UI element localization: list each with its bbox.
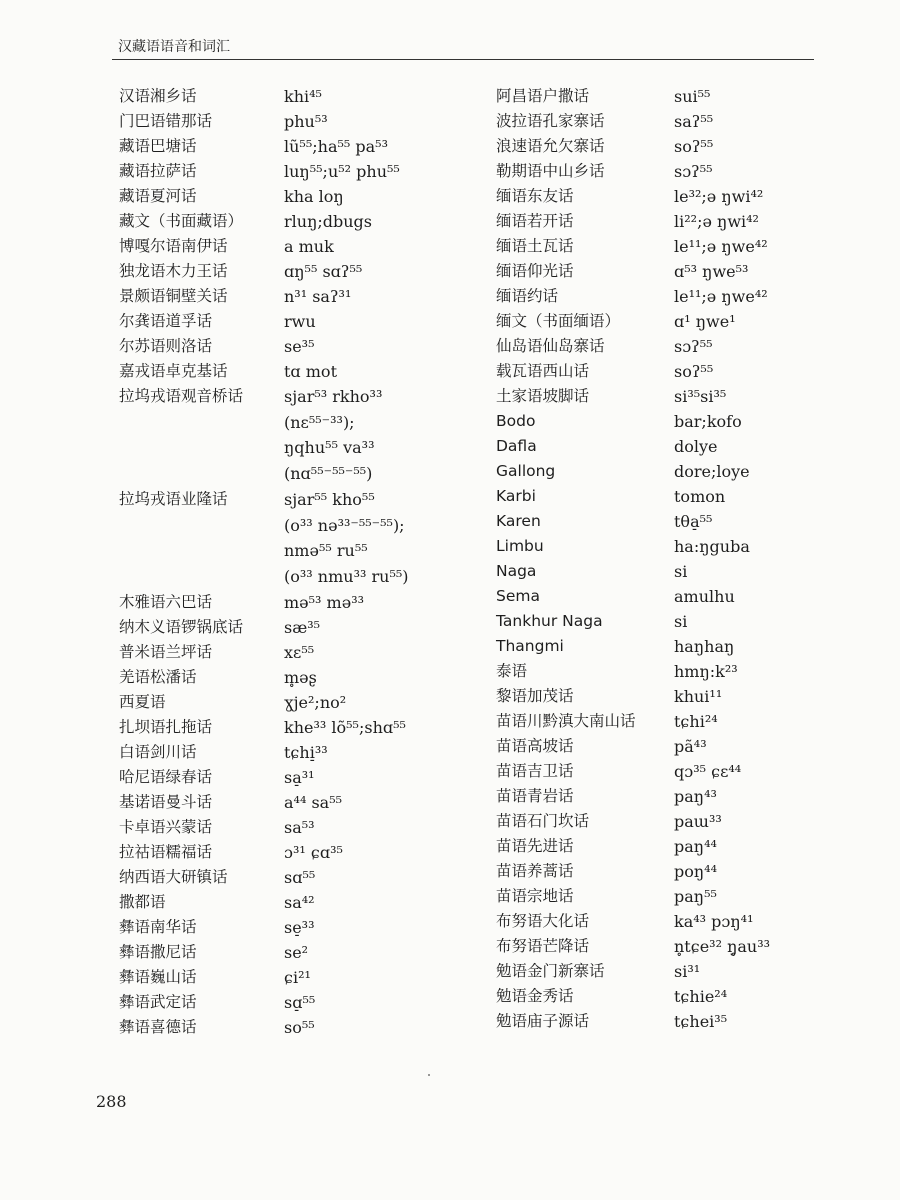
language-name: 藏语巴塘话 xyxy=(119,137,197,155)
language-name: 苗语高坡话 xyxy=(496,737,574,755)
word-form-line: lũ⁵⁵;ha⁵⁵ pa⁵³ xyxy=(284,137,389,156)
word-form xyxy=(284,915,484,941)
word-form-line: soʔ⁵⁵ xyxy=(674,137,714,156)
word-form xyxy=(674,284,854,310)
word-form xyxy=(674,109,854,135)
language-name: 景颇语铜壁关话 xyxy=(119,287,228,305)
word-form xyxy=(674,859,854,885)
entry-row xyxy=(104,890,484,915)
left-column xyxy=(104,84,484,1040)
language-name: 缅语仰光话 xyxy=(496,262,574,280)
language-name: 拉祜语糯福话 xyxy=(119,842,213,861)
entry-row xyxy=(496,784,854,809)
language-name: 勒期语中山乡话 xyxy=(496,162,605,180)
entry-row xyxy=(496,84,854,109)
word-form xyxy=(674,559,854,585)
entry-row xyxy=(496,109,854,134)
entry-row xyxy=(496,759,854,784)
language-name: 羌语松潘话 xyxy=(119,667,197,686)
word-form xyxy=(674,834,854,860)
word-form xyxy=(674,684,854,710)
word-form xyxy=(674,384,854,410)
word-form xyxy=(674,309,854,335)
word-form xyxy=(284,740,484,766)
word-form xyxy=(284,940,484,966)
entry-row xyxy=(496,209,854,234)
word-form-line: ɔ³¹ ɕɑ³⁵ xyxy=(284,842,343,862)
word-form xyxy=(284,487,484,590)
language-name: 波拉语孔家寨话 xyxy=(496,112,605,130)
word-form-line: sjar⁵⁵ kho⁵⁵ xyxy=(284,489,375,509)
entry-row xyxy=(496,484,854,509)
entry-row xyxy=(496,934,854,959)
language-name: 拉坞戎语业隆话 xyxy=(119,489,228,508)
language-name: 载瓦语西山话 xyxy=(496,362,590,380)
word-form-line: soʔ⁵⁵ xyxy=(674,362,714,381)
language-name: 西夏语 xyxy=(119,692,166,711)
language-name: 缅语东友话 xyxy=(496,187,574,205)
entry-row xyxy=(104,865,484,890)
word-form-line: tɕhi²⁴ xyxy=(674,712,718,731)
word-form xyxy=(284,359,484,385)
word-form-line: mə⁵³ mə³³ xyxy=(284,592,365,612)
word-form-line: phu⁵³ xyxy=(284,112,328,131)
entry-row xyxy=(496,809,854,834)
language-name: 苗语宗地话 xyxy=(496,887,574,905)
word-form-line: sæ³⁵ xyxy=(284,617,321,637)
word-form xyxy=(674,1009,854,1035)
entry-row xyxy=(496,859,854,884)
entry-row xyxy=(496,284,854,309)
word-form-line: tθa̠⁵⁵ xyxy=(674,512,713,531)
language-name: 哈尼语绿春话 xyxy=(119,767,213,786)
word-form-line: paŋ⁴³ xyxy=(674,787,717,806)
word-form xyxy=(674,534,854,560)
entry-row xyxy=(496,1009,854,1034)
word-form xyxy=(674,734,854,760)
word-form xyxy=(674,209,854,235)
language-name: 纳木义语锣锅底话 xyxy=(119,617,244,636)
language-name: 木雅语六巴话 xyxy=(119,592,213,611)
language-name: 土家语坡脚话 xyxy=(496,387,590,405)
entry-row xyxy=(104,840,484,865)
word-form xyxy=(674,259,854,285)
word-form-line: saʔ⁵⁵ xyxy=(674,112,714,131)
word-form xyxy=(284,640,484,666)
word-form-line: sjar⁵³ rkho³³ xyxy=(284,387,383,406)
word-form-line: (nɑ⁵⁵⁻⁵⁵⁻⁵⁵) xyxy=(284,464,373,484)
entry-row xyxy=(104,334,484,359)
entry-row xyxy=(496,584,854,609)
word-form-line: ɣje²;no² xyxy=(284,692,347,712)
language-name: 勉语金秀话 xyxy=(496,987,574,1005)
word-form xyxy=(674,434,854,460)
word-form-line: ɑ⁵³ ŋwe⁵³ xyxy=(674,262,749,281)
language-name: 苗语养蒿话 xyxy=(496,862,574,880)
language-name: 独龙语木力王话 xyxy=(119,262,228,280)
word-form-line: si xyxy=(674,612,688,631)
entry-row xyxy=(496,634,854,659)
word-form xyxy=(674,359,854,385)
word-form-line: kha loŋ xyxy=(284,187,344,206)
language-name: Dafla xyxy=(496,437,537,455)
word-form xyxy=(284,965,484,991)
entry-row xyxy=(496,434,854,459)
language-name: 布努语芒降话 xyxy=(496,937,590,955)
word-form-line: sɑ̠⁵⁵ xyxy=(284,992,316,1012)
entry-row xyxy=(496,134,854,159)
language-name: Naga xyxy=(496,562,537,580)
language-name: 彝语巍山话 xyxy=(119,967,197,986)
word-form xyxy=(284,790,484,816)
language-name: 苗语先进话 xyxy=(496,837,574,855)
entry-row xyxy=(104,259,484,284)
word-form-line: (o³³ nmu³³ ru⁵⁵) xyxy=(284,566,409,586)
entry-row xyxy=(496,159,854,184)
word-form-line: a muk xyxy=(284,237,334,256)
entry-row xyxy=(104,309,484,334)
word-form xyxy=(674,784,854,810)
word-form xyxy=(284,590,484,616)
word-form-line: paŋ⁴⁴ xyxy=(674,837,717,856)
word-form-line: tɕhei³⁵ xyxy=(674,1012,728,1031)
word-form xyxy=(284,284,484,310)
word-form xyxy=(284,690,484,716)
word-form-line: ŋqhu⁵⁵ va³³ xyxy=(284,438,375,458)
word-form-line: amulhu xyxy=(674,587,735,606)
word-form xyxy=(674,184,854,210)
language-name: 白语剑川话 xyxy=(119,742,197,761)
word-form xyxy=(284,865,484,891)
word-form-line: luŋ⁵⁵;u⁵² phu⁵⁵ xyxy=(284,162,400,181)
entry-row xyxy=(496,959,854,984)
entry-row xyxy=(104,590,484,615)
word-form-line: pã⁴³ xyxy=(674,737,707,756)
word-form-line: le¹¹;ə ŋwe⁴² xyxy=(674,237,768,256)
language-name: 藏语夏河话 xyxy=(119,187,197,205)
language-name: Thangmi xyxy=(496,637,564,655)
entry-row xyxy=(104,640,484,665)
language-name: 彝语南华话 xyxy=(119,917,197,936)
word-form-line: ka⁴³ pɔŋ⁴¹ xyxy=(674,912,754,931)
word-form xyxy=(674,334,854,360)
word-form xyxy=(674,884,854,910)
word-form-line: ɑŋ⁵⁵ sɑʔ⁵⁵ xyxy=(284,262,363,281)
word-form xyxy=(674,234,854,260)
word-form-line: hmŋ:k²³ xyxy=(674,662,738,681)
entry-row xyxy=(496,509,854,534)
word-form-line: sa̠³¹ xyxy=(284,767,315,787)
language-name: 阿昌语户撒话 xyxy=(496,87,590,105)
language-name: 彝语撒尼话 xyxy=(119,942,197,961)
entry-row xyxy=(496,359,854,384)
language-name: 勉语庙子源话 xyxy=(496,1012,590,1030)
language-name: 布努语大化话 xyxy=(496,912,590,930)
language-name: Karbi xyxy=(496,487,536,505)
language-name: 尔龚语道孚话 xyxy=(119,312,213,330)
word-form-line: rluŋ;dbugs xyxy=(284,212,373,231)
right-column xyxy=(496,84,854,1034)
word-form xyxy=(674,909,854,935)
language-name: 苗语石门坎话 xyxy=(496,812,590,830)
entry-row xyxy=(496,459,854,484)
entry-row xyxy=(104,765,484,790)
word-form xyxy=(674,809,854,835)
word-form xyxy=(284,615,484,641)
word-form-line: rwu xyxy=(284,312,316,331)
entry-row xyxy=(104,84,484,109)
language-name: 彝语喜德话 xyxy=(119,1017,197,1036)
word-form xyxy=(284,159,484,185)
language-name: 勉语金门新寨话 xyxy=(496,962,605,980)
word-form-line: haŋhaŋ xyxy=(674,637,735,656)
word-form xyxy=(674,609,854,635)
word-form-line: si³¹ xyxy=(674,962,701,981)
word-form xyxy=(674,934,854,960)
entry-row xyxy=(104,690,484,715)
word-form-line: sɔʔ⁵⁵ xyxy=(674,337,713,356)
word-form xyxy=(674,584,854,610)
entry-row xyxy=(496,334,854,359)
word-form-line: tɕhi̠³³ xyxy=(284,742,328,762)
language-name: 拉坞戎语观音桥话 xyxy=(119,387,244,405)
word-form-line: bar;kofo xyxy=(674,412,742,431)
word-form-line: khe³³ lõ⁵⁵;shɑ⁵⁵ xyxy=(284,717,406,737)
language-name: 撒都语 xyxy=(119,892,166,911)
word-form-line: ha:ŋguba xyxy=(674,537,750,556)
entry-row xyxy=(104,940,484,965)
language-name: 基诺语曼斗话 xyxy=(119,792,213,811)
word-form-line: se̠³³ xyxy=(284,917,315,937)
language-name: 缅语土瓦话 xyxy=(496,237,574,255)
entry-row xyxy=(104,1015,484,1040)
language-name: Sema xyxy=(496,587,540,605)
word-form-line: a⁴⁴ sa⁵⁵ xyxy=(284,792,343,812)
word-form xyxy=(674,484,854,510)
word-form xyxy=(284,815,484,841)
word-form xyxy=(284,309,484,335)
entry-row xyxy=(104,234,484,259)
entry-row xyxy=(496,234,854,259)
word-form-line: se² xyxy=(284,942,309,962)
language-name: 纳西语大研镇话 xyxy=(119,867,228,886)
word-form xyxy=(284,209,484,235)
language-name: 卡卓语兴蒙话 xyxy=(119,817,213,836)
word-form-line: si³⁵si³⁵ xyxy=(674,387,727,406)
word-form xyxy=(284,234,484,260)
language-name: 藏文（书面藏语） xyxy=(119,212,244,230)
word-form-line: m̥əʂ xyxy=(284,667,317,687)
word-form xyxy=(284,890,484,916)
language-name: Gallong xyxy=(496,462,556,480)
word-form-line: sɔʔ⁵⁵ xyxy=(674,162,713,181)
word-form-line: sui⁵⁵ xyxy=(674,87,711,106)
word-form xyxy=(284,259,484,285)
word-form xyxy=(674,409,854,435)
entry-row xyxy=(104,284,484,309)
entry-row xyxy=(496,684,854,709)
word-form xyxy=(284,715,484,741)
word-form xyxy=(284,334,484,360)
language-name: 藏语拉萨话 xyxy=(119,162,197,180)
entry-row xyxy=(104,487,484,590)
word-form-line: nmə⁵⁵ ru⁵⁵ xyxy=(284,541,368,561)
entry-row xyxy=(104,965,484,990)
word-form-line: si xyxy=(674,562,688,581)
word-form xyxy=(674,159,854,185)
language-name: 苗语川黔滇大南山话 xyxy=(496,712,636,730)
word-form-line: dore;loye xyxy=(674,462,750,481)
word-form-line: (o³³ nə³³⁻⁵⁵⁻⁵⁵); xyxy=(284,515,405,535)
word-form-line: n³¹ saʔ³¹ xyxy=(284,287,352,306)
entry-row xyxy=(104,815,484,840)
entry-row xyxy=(496,909,854,934)
entry-row xyxy=(104,990,484,1015)
entry-row xyxy=(496,984,854,1009)
word-form xyxy=(674,634,854,660)
word-form xyxy=(674,659,854,685)
language-name: 门巴语错那话 xyxy=(119,112,213,130)
entry-row xyxy=(496,309,854,334)
entry-row xyxy=(496,709,854,734)
language-name: 苗语青岩话 xyxy=(496,787,574,805)
language-name: 缅语若开话 xyxy=(496,212,574,230)
entry-row xyxy=(496,534,854,559)
entry-row xyxy=(496,659,854,684)
language-name: 仙岛语仙岛寨话 xyxy=(496,337,605,355)
word-form-line: n̥tɕe³² ŋ̥au³³ xyxy=(674,937,771,956)
word-form-line: se³⁵ xyxy=(284,337,315,356)
entry-row xyxy=(104,359,484,384)
entry-row xyxy=(496,834,854,859)
entry-row xyxy=(496,184,854,209)
entry-row xyxy=(104,740,484,765)
word-form-line: tɕhie²⁴ xyxy=(674,987,728,1006)
word-form-line: qɔ³⁵ ɕɛ⁴⁴ xyxy=(674,762,742,781)
entry-row xyxy=(104,134,484,159)
language-name: 普米语兰坪话 xyxy=(119,642,213,661)
language-name: 尔苏语则洛话 xyxy=(119,337,213,355)
word-form xyxy=(674,759,854,785)
entry-row xyxy=(496,259,854,284)
word-form-line: le¹¹;ə ŋwe⁴² xyxy=(674,287,768,306)
entry-row xyxy=(104,184,484,209)
word-form xyxy=(284,109,484,135)
language-name: 缅文（书面缅语） xyxy=(496,312,621,330)
word-form xyxy=(284,384,484,487)
word-form xyxy=(674,84,854,110)
entry-row xyxy=(104,665,484,690)
word-form xyxy=(284,765,484,791)
word-form-line: paɯ³³ xyxy=(674,812,722,831)
word-form-line: sa⁵³ xyxy=(284,817,315,837)
language-name: Karen xyxy=(496,512,541,530)
entry-row xyxy=(496,559,854,584)
language-name: 扎坝语扎拖话 xyxy=(119,717,213,736)
word-form-line: paŋ⁵⁵ xyxy=(674,887,717,906)
page-number: 288 xyxy=(96,1092,127,1111)
language-name: 黎语加茂话 xyxy=(496,687,574,705)
entry-row xyxy=(104,384,484,487)
header-rule xyxy=(112,59,814,60)
language-name: Bodo xyxy=(496,412,536,430)
word-form xyxy=(674,459,854,485)
entry-row xyxy=(104,915,484,940)
word-form-line: le³²;ə ŋwi⁴² xyxy=(674,187,764,206)
entry-row xyxy=(496,384,854,409)
word-form xyxy=(674,509,854,535)
entry-row xyxy=(104,109,484,134)
word-form xyxy=(674,959,854,985)
entry-row xyxy=(496,609,854,634)
word-form xyxy=(284,84,484,110)
word-form xyxy=(284,990,484,1016)
language-name: 泰语 xyxy=(496,662,528,680)
language-name: 缅语约话 xyxy=(496,287,559,305)
word-form-line: tomon xyxy=(674,487,726,506)
word-form-line: ɕi²¹ xyxy=(284,967,311,987)
word-form-line: sa⁴² xyxy=(284,892,315,912)
entry-row xyxy=(104,790,484,815)
running-header: 汉藏语语音和词汇 xyxy=(118,38,230,54)
entry-row xyxy=(104,715,484,740)
word-form xyxy=(674,134,854,160)
language-name: Limbu xyxy=(496,537,544,555)
language-name: Tankhur Naga xyxy=(496,612,603,630)
word-form-line: khui¹¹ xyxy=(674,687,723,706)
word-form-line: xɛ⁵⁵ xyxy=(284,642,315,662)
entry-row xyxy=(104,615,484,640)
word-form-line: tɑ mot xyxy=(284,362,337,381)
word-form xyxy=(284,1015,484,1041)
entry-row xyxy=(496,734,854,759)
word-form xyxy=(674,984,854,1010)
word-form xyxy=(284,134,484,160)
entry-row xyxy=(496,884,854,909)
stray-dot xyxy=(428,1074,430,1076)
word-form-line: dolye xyxy=(674,437,718,456)
word-form-line: khi⁴⁵ xyxy=(284,87,322,106)
language-name: 汉语湘乡话 xyxy=(119,87,197,105)
language-name: 苗语吉卫话 xyxy=(496,762,574,780)
word-form-line: ɑ¹ ŋwe¹ xyxy=(674,312,736,331)
entry-row xyxy=(496,409,854,434)
word-form-line: sɑ⁵⁵ xyxy=(284,867,316,887)
language-name: 浪速语允欠寨话 xyxy=(496,137,605,155)
entry-row xyxy=(104,209,484,234)
word-form xyxy=(284,665,484,691)
word-form xyxy=(284,184,484,210)
word-form-line: (nɛ⁵⁵⁻³³); xyxy=(284,412,355,432)
word-form-line: so⁵⁵ xyxy=(284,1017,315,1037)
word-form xyxy=(674,709,854,735)
word-form-line: poŋ⁴⁴ xyxy=(674,862,718,881)
word-form-line: li²²;ə ŋwi⁴² xyxy=(674,212,759,231)
word-form xyxy=(284,840,484,866)
language-name: 嘉戎语卓克基话 xyxy=(119,362,228,380)
entry-row xyxy=(104,159,484,184)
language-name: 彝语武定话 xyxy=(119,992,197,1011)
language-name: 博嘎尔语南伊话 xyxy=(119,237,228,255)
